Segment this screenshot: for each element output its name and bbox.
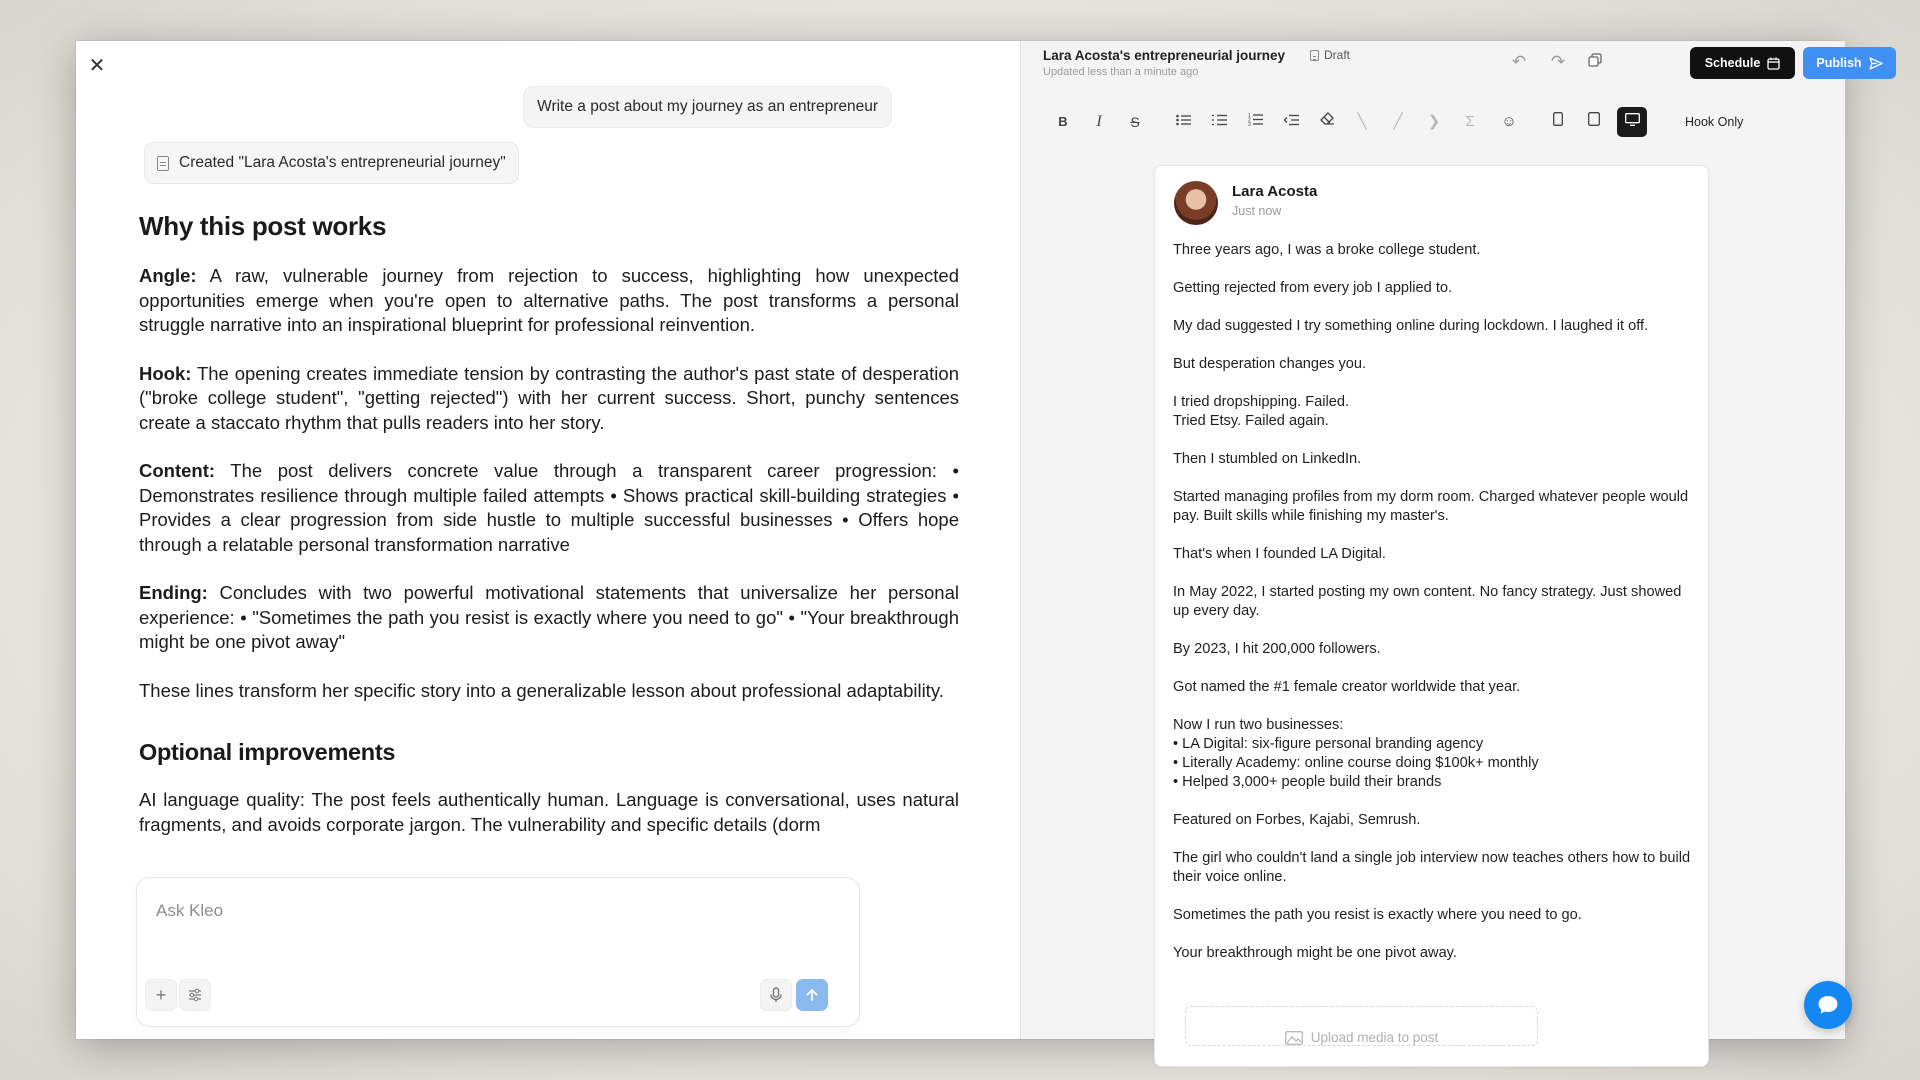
editor-pane	[1020, 41, 1862, 1045]
ending-label: Ending:	[139, 582, 208, 603]
publish-button[interactable]	[1803, 47, 1896, 79]
add-icon[interactable]: +	[145, 979, 177, 1011]
draft-document-icon	[1310, 50, 1319, 61]
schedule-button[interactable]	[1690, 47, 1795, 79]
response-heading: Why this post works	[139, 211, 387, 241]
assistant-response	[139, 211, 959, 891]
strikethrough-icon[interactable]: S	[1130, 114, 1140, 130]
post-paragraph: Sometimes the path you resist is exactly where you need to go.	[1173, 907, 1582, 923]
ending-text: Concludes with two powerful motivational statements that universalize her personal experience: • "Sometimes the path you resist is exactly where you need to go" • "Your breakthrough might be one pivot away"	[139, 582, 959, 652]
svg-text:2: 2	[1247, 117, 1251, 124]
publish-label: Publish	[1816, 56, 1862, 70]
improvements-heading: Optional improvements	[139, 739, 396, 765]
app-window	[76, 41, 1862, 1045]
numbered-list-icon[interactable]	[1242, 109, 1268, 135]
post-paragraph: Got named the #1 female creator worldwide that year.	[1173, 679, 1521, 695]
bullet-list-icon[interactable]	[1170, 109, 1196, 135]
send-icon	[1869, 57, 1883, 70]
outdent-icon[interactable]	[1278, 109, 1304, 135]
post-paragraph: I tried dropshipping. Failed. Tried Etsy. Failed again.	[1173, 394, 1350, 429]
schedule-label: Schedule	[1704, 56, 1761, 70]
hook-label: Hook:	[139, 362, 192, 384]
upload-media-label: Upload media to post	[1310, 1030, 1439, 1045]
post-paragraph: Featured on Forbes, Kajabi, Semrush.	[1173, 812, 1421, 828]
angle-text: A raw, vulnerable journey from rejection to success, highlighting how unexpected opportunities emerge when you're open to alternative paths. The post transforms a personal struggle narrative into an inspirational blueprint for professional reinvention.	[139, 265, 959, 335]
undo-icon[interactable]: ↶	[1511, 52, 1527, 71]
updated-timestamp: Updated less than a minute ago	[1043, 66, 1199, 78]
post-paragraph: By 2023, I hit 200,000 followers.	[1173, 641, 1381, 657]
draft-label: Draft	[1324, 48, 1351, 62]
image-icon	[1285, 1031, 1303, 1045]
post-paragraph: The girl who couldn't land a single job interview now teaches others how to build their voice online.	[1173, 850, 1691, 885]
ask-input[interactable]	[154, 900, 758, 922]
svg-text:1: 1	[1247, 113, 1251, 119]
angle-paragraph	[139, 264, 959, 338]
post-paragraph: Then I stumbled on LinkedIn.	[1173, 451, 1362, 467]
line-tool-icon[interactable]: ╲	[1357, 113, 1367, 130]
post-time: Just now	[1232, 204, 1282, 218]
post-paragraph: In May 2022, I started posting my own content. No fancy strategy. Just showed up every day.	[1173, 584, 1682, 619]
italic-icon[interactable]: I	[1096, 113, 1102, 130]
improvement-paragraph: AI language quality: The post feels authentically human. Language is conversational, uses natural fragments, and avoids corporate jargon. The vulnerability and specific details (dorm	[139, 789, 959, 835]
post-paragraph: Now I run two businesses: • LA Digital: six-figure personal branding agency • Literally Academy: online course doing $100k+ monthly • Helped 3,000+ people build their brands	[1173, 717, 1539, 790]
mobile-preview-icon[interactable]	[1545, 109, 1571, 135]
eraser-icon[interactable]	[1314, 109, 1340, 135]
bold-icon[interactable]: B	[1058, 114, 1068, 129]
content-paragraph	[139, 459, 959, 557]
copy-icon[interactable]	[1584, 51, 1606, 73]
chat-bubble-button[interactable]	[1804, 981, 1852, 1029]
document-title[interactable]: Lara Acosta's entrepreneurial journey	[1043, 48, 1286, 63]
content-label: Content:	[139, 460, 216, 481]
formatting-toolbar	[1021, 97, 1845, 149]
post-preview-card	[1154, 165, 1709, 1067]
list-icon[interactable]	[1206, 109, 1232, 135]
document-icon	[157, 156, 169, 171]
close-icon[interactable]: ✕	[88, 55, 106, 77]
hook-paragraph	[139, 362, 959, 436]
slash-tool-icon[interactable]: ╱	[1393, 113, 1403, 130]
svg-text:3: 3	[1247, 122, 1251, 128]
chat-composer	[136, 877, 860, 1027]
chat-pane	[76, 41, 1020, 1039]
created-document-chip[interactable]	[144, 142, 519, 184]
upload-media-button[interactable]	[1185, 1006, 1538, 1046]
post-body[interactable]	[1173, 241, 1693, 982]
post-paragraph: Started managing profiles from my dorm room. Charged whatever people would pay. Built skills while finishing my master's.	[1173, 489, 1689, 524]
closing-paragraph: These lines transform her specific story into a generalizable lesson about professional adaptability.	[139, 679, 944, 701]
microphone-icon[interactable]	[760, 979, 792, 1011]
post-paragraph: My dad suggested I try something online during lockdown. I laughed it off.	[1173, 318, 1649, 334]
ending-paragraph	[139, 581, 959, 655]
hook-text: The opening creates immediate tension by contrasting the author's past state of desperation ("broke college student", "getting rejected") with her current success. Short, punchy sentences create a staccato rhythm that pulls readers into her story.	[139, 362, 959, 433]
angle-label: Angle:	[139, 265, 197, 286]
content-text: The post delivers concrete value through a transparent career progression: • Demonstrates resilience through multiple failed attempts • Shows practical skill-building strategies • Provides a clear progression from side hustle to multiple successful businesses • Offers hope through a relatable personal transformation narrative	[139, 460, 959, 555]
hook-only-toggle[interactable]: Hook Only	[1685, 115, 1744, 129]
avatar	[1174, 181, 1218, 225]
post-paragraph: But desperation changes you.	[1173, 356, 1367, 372]
author-name: Lara Acosta	[1232, 183, 1318, 200]
post-paragraph: Getting rejected from every job I applied to.	[1173, 280, 1453, 296]
calendar-icon	[1767, 57, 1780, 70]
tablet-preview-icon[interactable]	[1581, 109, 1607, 135]
chevron-right-icon[interactable]: ❯	[1427, 113, 1441, 130]
user-message: Write a post about my journey as an entrepreneur	[523, 86, 892, 128]
draft-status	[1310, 48, 1350, 62]
chat-bubble-icon	[1817, 995, 1839, 1015]
post-paragraph: That's when I founded LA Digital.	[1173, 546, 1386, 562]
desktop-preview-icon[interactable]	[1617, 107, 1647, 137]
post-paragraph: Your breakthrough might be one pivot away.	[1173, 945, 1457, 961]
send-button[interactable]	[796, 979, 828, 1011]
emoji-icon[interactable]: ☺	[1501, 113, 1517, 130]
redo-icon[interactable]: ↷	[1550, 52, 1566, 71]
sigma-icon[interactable]: Σ	[1465, 113, 1475, 130]
post-paragraph: Three years ago, I was a broke college student.	[1173, 242, 1481, 258]
settings-sliders-icon[interactable]	[179, 979, 211, 1011]
created-chip-label: Created "Lara Acosta's entrepreneurial journey"	[179, 154, 506, 171]
